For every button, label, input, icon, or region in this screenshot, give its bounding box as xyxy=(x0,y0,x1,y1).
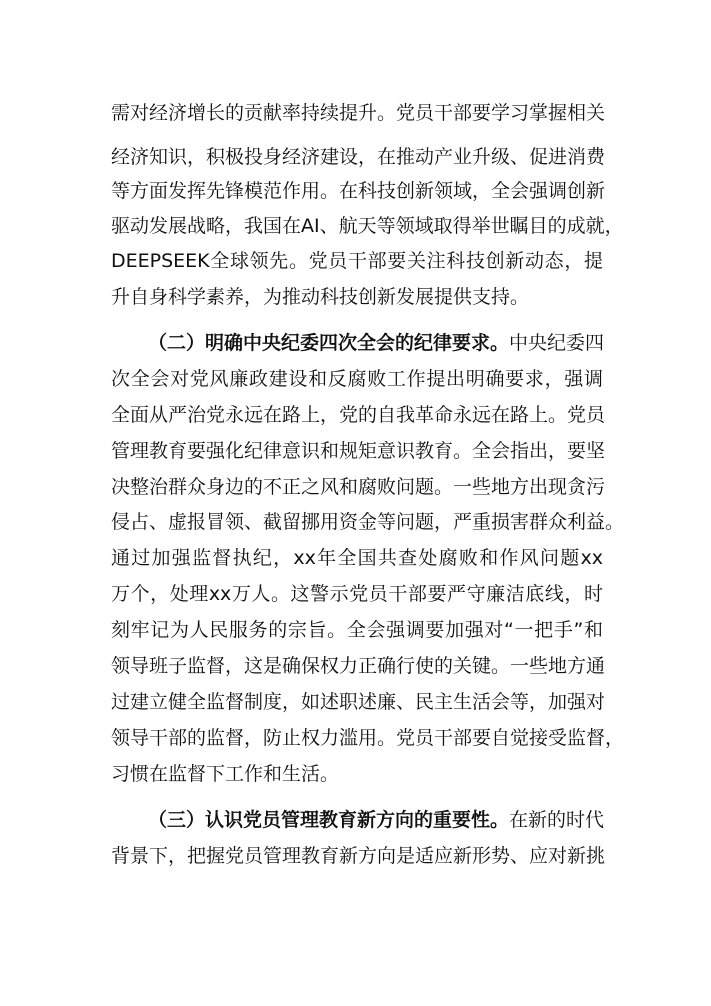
paragraph-1-line-3: 等方面发挥先锋模范作用。在科技创新领域，全会强调创新 xyxy=(111,180,606,202)
paragraph-2-line-11: 过建立健全监督制度，如述职述廉、民主生活会等，加强对 xyxy=(111,691,606,713)
paragraph-1-line-2: 经济知识，积极投身经济建设，在推动产业升级、促进消费 xyxy=(111,146,606,168)
paragraph-2-line-10: 领导班子监督，这是确保权力正确行使的关键。一些地方通 xyxy=(111,655,606,677)
paragraph-2-line-7: 通过加强监督执纪，xx年全国共查处腐败和作风问题xx xyxy=(111,547,603,569)
paragraph-1-line-1: 需对经济增长的贡献率持续提升。党员干部要学习掌握相关 xyxy=(111,102,606,124)
paragraph-2-first-line-rest: 中央纪委四 xyxy=(509,332,605,354)
paragraph-2-line-9: 刻牢记为人民服务的宗旨。全会强调要加强对“一把手”和 xyxy=(111,619,603,641)
paragraph-1-line-4: 驱动发展战略，我国在AI、航天等领域取得举世瞩目的成就， xyxy=(111,215,624,237)
paragraph-2-line-6: 侵占、虚报冒领、截留挪用资金等问题，严重损害群众利益。 xyxy=(111,511,625,533)
paragraph-3-first-line-rest: 在新的时代 xyxy=(509,809,605,831)
paragraph-1-line-5: DEEPSEEK全球领先。党员干部要关注科技创新动态，提 xyxy=(111,250,603,272)
paragraph-2-heading: （二）明确中央纪委四次全会的纪律要求。 xyxy=(148,332,510,354)
paragraph-2-line-2: 次全会对党风廉政建设和反腐败工作提出明确要求，强调 xyxy=(111,368,603,390)
paragraph-3-line-2: 背景下，把握党员管理教育新方向是适应新形势、应对新挑 xyxy=(111,845,606,867)
paragraph-2-line-1 xyxy=(148,331,603,355)
paragraph-1-line-6: 升自身科学素养，为推动科技创新发展提供支持。 xyxy=(111,286,530,308)
paragraph-3-line-1 xyxy=(148,808,603,832)
paragraph-2-line-13: 习惯在监督下工作和生活。 xyxy=(111,763,340,785)
paragraph-2-line-4: 管理教育要强化纪律意识和规矩意识教育。全会指出，要坚 xyxy=(111,440,606,462)
paragraph-2-line-5: 决整治群众身边的不正之风和腐败问题。一些地方出现贪污 xyxy=(111,476,606,498)
paragraph-2-line-3: 全面从严治党永远在路上，党的自我革命永远在路上。党员 xyxy=(111,404,606,426)
paragraph-2-line-12: 领导干部的监督，防止权力滥用。党员干部要自觉接受监督， xyxy=(111,727,625,749)
paragraph-3-heading: （三）认识党员管理教育新方向的重要性。 xyxy=(148,809,510,831)
paragraph-2-line-8: 万个，处理xx万人。这警示党员干部要严守廉洁底线，时 xyxy=(111,583,603,605)
